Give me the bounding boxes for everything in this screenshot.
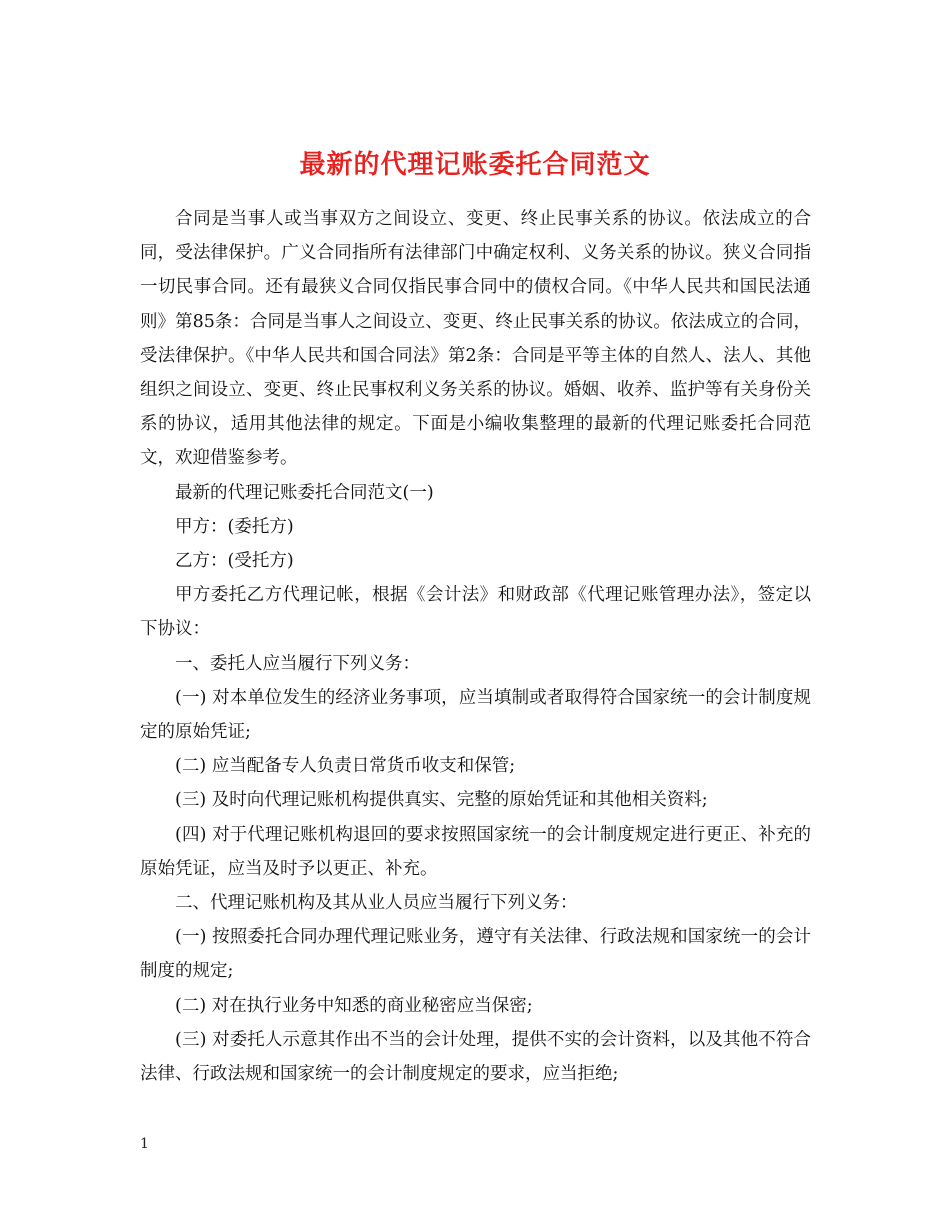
client-duty-item: (四) 对于代理记账机构退回的要求按照国家统一的会计制度规定进行更正、补充的原始凭证，应当及时予以更正、补充。 (140, 824, 811, 879)
party-a-line: 甲方：(委托方) (175, 516, 294, 537)
agency-duty-item: (三) 对委托人示意其作出不当的会计处理，提供不实的会计资料，以及其他不符合法律、行政法规和国家统一的会计制度规定的要求，应当拒绝; (140, 1029, 811, 1085)
clause-heading-client-duties: 一、委托人应当履行下列义务： (175, 653, 420, 674)
party-b-line: 乙方：(受托方) (175, 551, 294, 572)
agency-duty-item: (一) 按照委托合同办理代理记账业务，遵守有关法律、行政法规和国家统一的会计制度的规定; (140, 927, 811, 982)
client-duty-item: (二) 应当配备专人负责日常货币收支和保管; (175, 756, 516, 777)
intro-paragraph: 合同是当事人或当事双方之间设立、变更、终止民事关系的协议。依法成立的合同，受法律保护。广义合同指所有法律部门中确定权利、义务关系的协议。狭义合同指一切民事合同。还有最狭义合同仅指民事合同中的债权合同。《中华人民共和国民法通则》第85条：合同是当事人之间设立、变更、终止民事关系的协议。依法成立的合同，受法律保护。《中华人民共和国合同法》第2条：合同是平等主体的自然人、法人、其他组织之间设立、变更、终止民事权利义务关系的协议。婚姻、收养、监护等有关身份关系的协议，适用其他法律的规定。下面是小编收集整理的最新的代理记账委托合同范文，欢迎借鉴参考。 (140, 209, 811, 469)
agreement-preamble: 甲方委托乙方代理记帐，根据《会计法》和财政部《代理记账管理办法》，签定以下协议： (140, 585, 811, 640)
document-title: 最新的代理记账委托合同范文 (299, 150, 651, 181)
client-duty-item: (一) 对本单位发生的经济业务事项，应当填制或者取得符合国家统一的会计制度规定的原始凭证; (140, 687, 811, 743)
agency-duty-item: (二) 对在执行业务中知悉的商业秘密应当保密; (175, 995, 533, 1016)
page-number: 1 (140, 1136, 149, 1152)
client-duty-item: (三) 及时向代理记账机构提供真实、完整的原始凭证和其他相关资料; (175, 790, 708, 811)
clause-heading-agency-duties: 二、代理记账机构及其从业人员应当履行下列义务： (175, 893, 578, 914)
section-heading-example-one: 最新的代理记账委托合同范文(一) (175, 482, 434, 503)
document-body (140, 202, 811, 1091)
